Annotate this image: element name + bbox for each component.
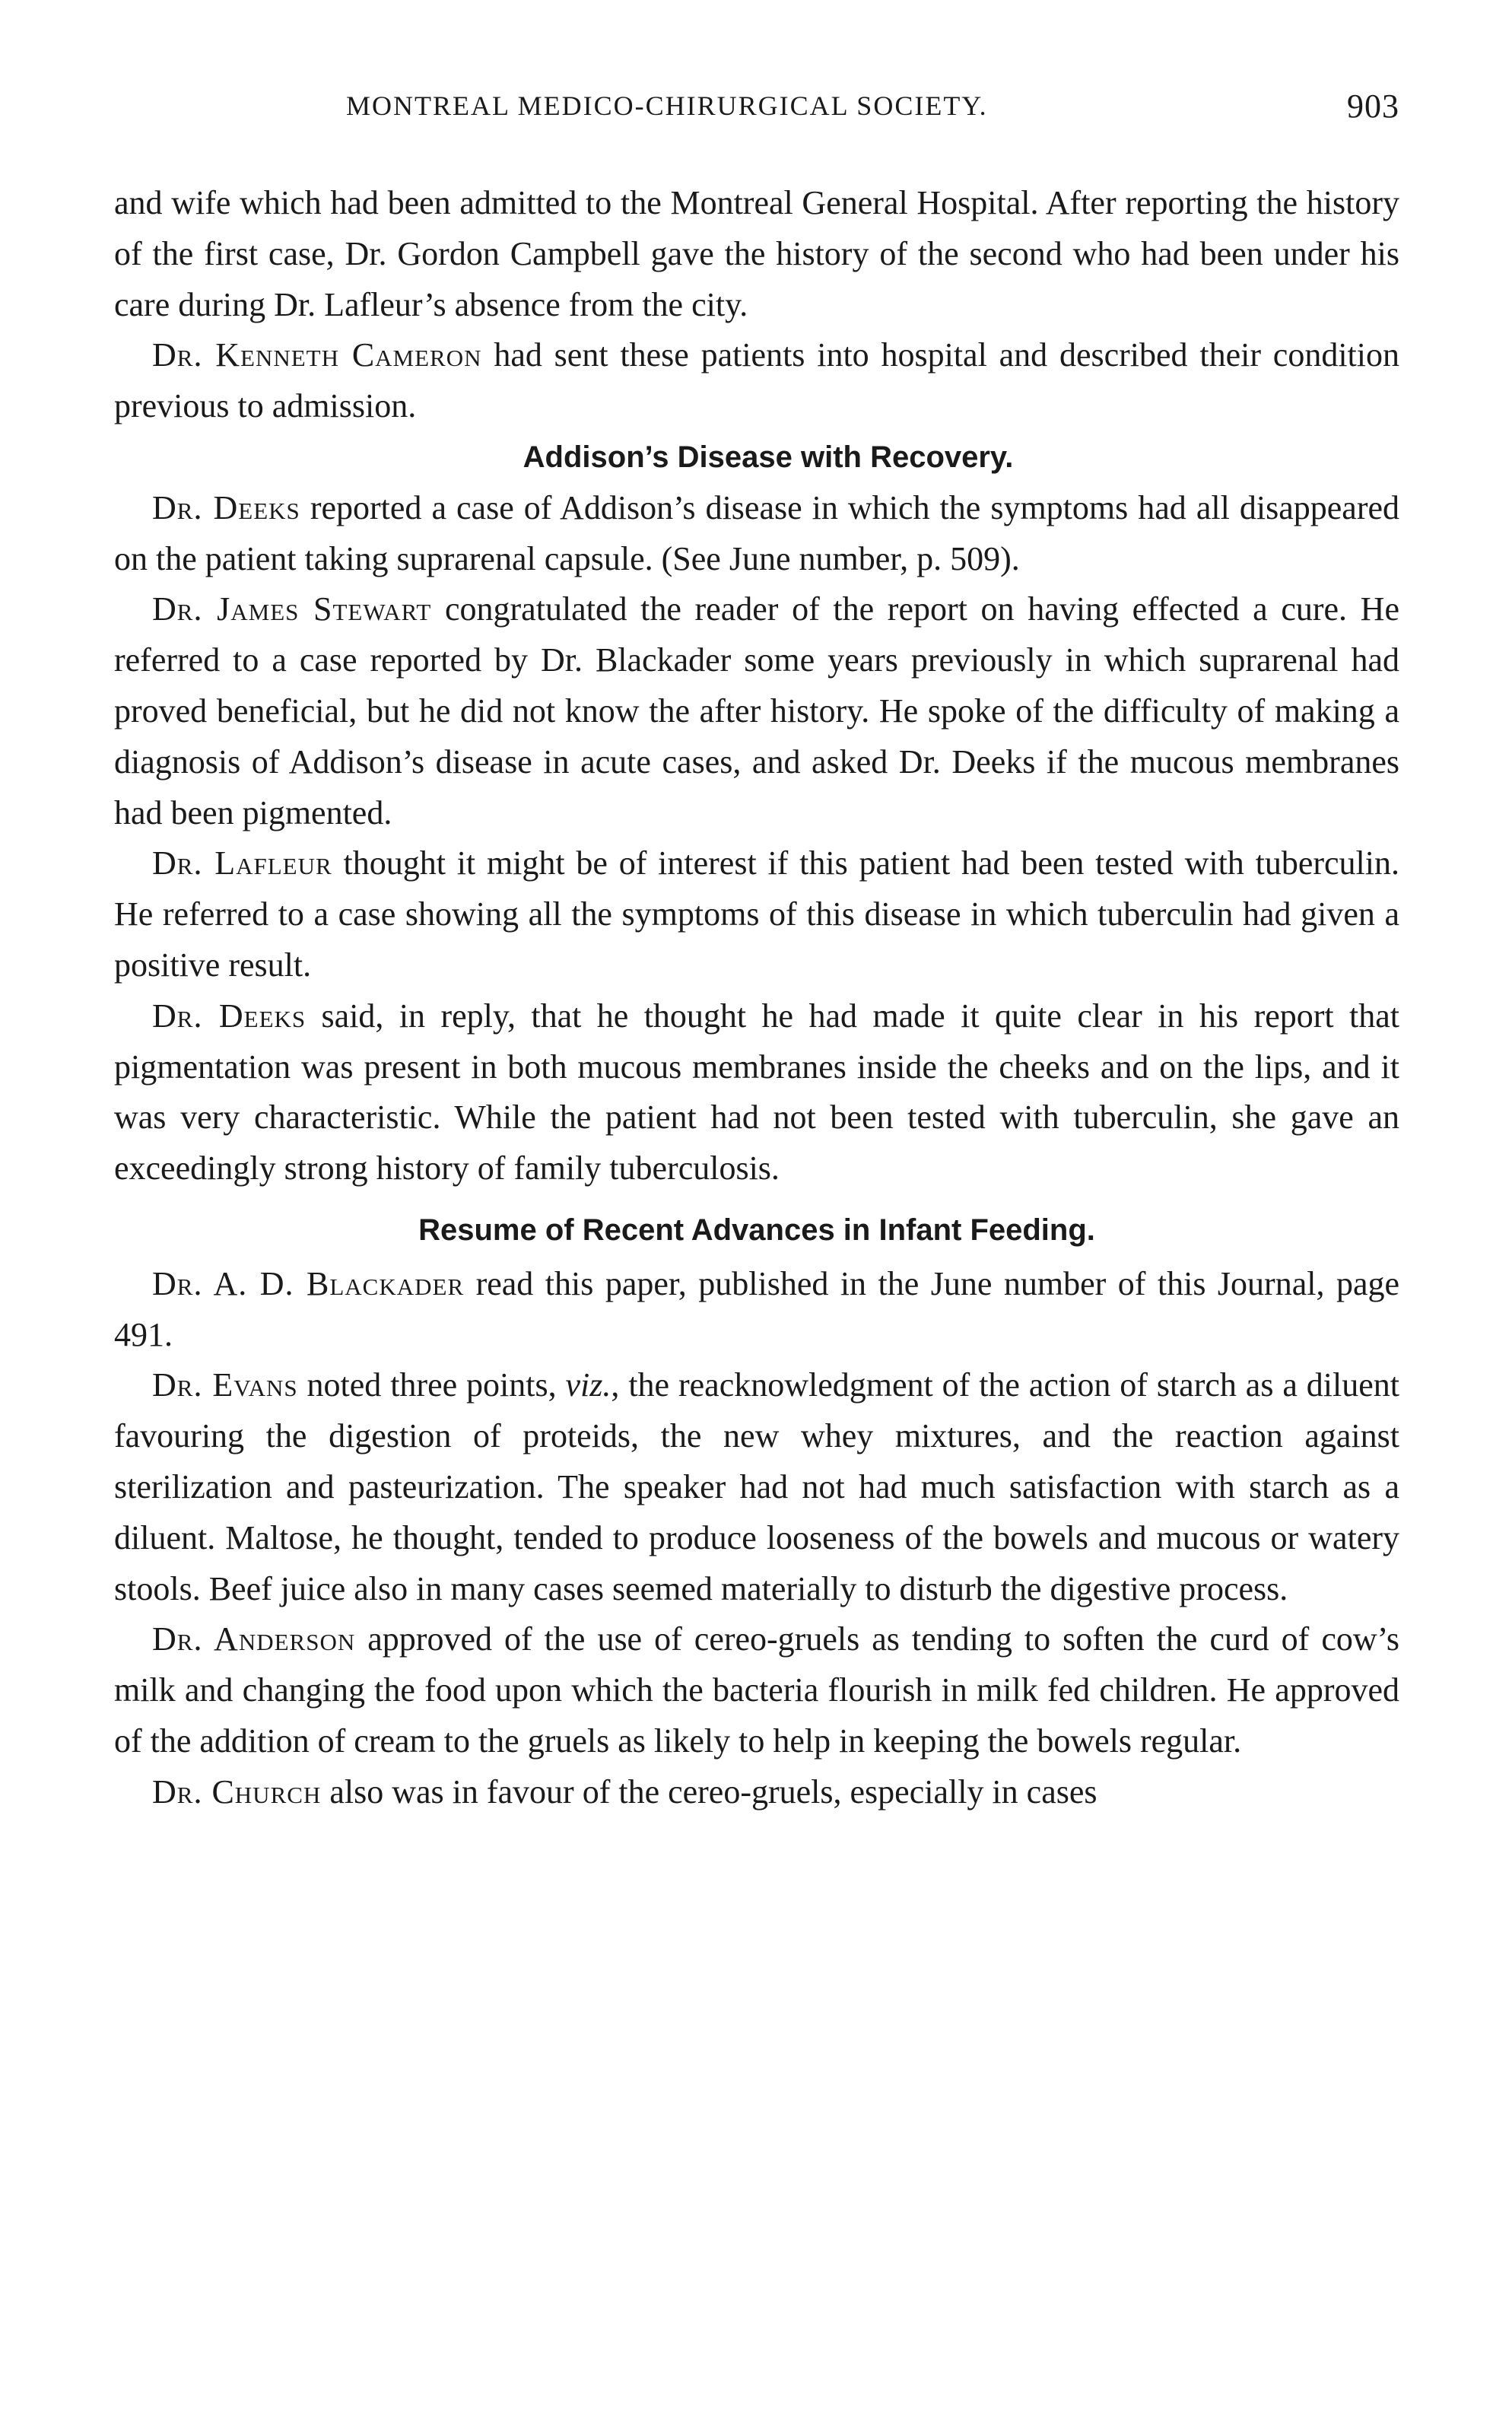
paragraph-deeks-reply — [114, 991, 1399, 1194]
paragraph-text: also was in favour of the cereo-gruels, especially in cases — [321, 1772, 1097, 1811]
section-heading-addisons: Addison’s Disease with Recovery. — [523, 440, 1014, 474]
speaker-name: Dr. Deeks — [152, 997, 307, 1035]
paragraph-deeks-report — [114, 483, 1399, 585]
paragraph-church — [114, 1767, 1399, 1818]
paragraph-text: said, in reply, that he thought he had made it quite clear in his report that pigmentation was present in both mucous membranes inside the cheeks and on the lips, and it was very characteristic. While the patient had not been tested with tuberculin, she gave an exceedingly strong history of family tuberculosis. — [114, 997, 1400, 1187]
paragraph-text: reported a case of Addison’s disease in which the symptoms had all disappeared on the patient taking suprarenal capsule. (See June number, p. 509). — [114, 488, 1399, 577]
journal-page — [114, 87, 1400, 1818]
speaker-name: Dr. Evans — [152, 1366, 298, 1404]
paragraph-text: , the reacknowledgment of the action of starch as a diluent favouring the digestion of proteids, the new whey mixtures, and the reaction against sterilization and pasteurization. The speaker had not had much satisfaction with starch as a diluent. Maltose, he thought, tended to produce looseness of the bowels and mucous or watery stools. Beef juice also in many cases seemed materially to disturb the digestive process. — [114, 1366, 1399, 1607]
speaker-name: Dr. Anderson — [152, 1620, 356, 1658]
speaker-name: Dr. A. D. Blackader — [152, 1264, 465, 1302]
paragraph-stewart — [114, 584, 1399, 838]
paragraph-text: read this paper, published in the June number of this Journal, page 491. — [114, 1264, 1399, 1353]
paragraph-cameron — [114, 330, 1399, 432]
body-text — [114, 178, 1399, 1818]
paragraph-blackader — [114, 1259, 1399, 1361]
paragraph-continued: and wife which had been admitted to the Montreal General Hospital. After reporting the history of the first case, Dr. Gordon Campbell gave the history of the second who had been under his care during Dr. Lafleur’s absence from the city. — [114, 184, 1399, 323]
paragraph-lafleur — [114, 838, 1399, 990]
speaker-name: Dr. Deeks — [152, 488, 300, 526]
section-heading-infant-feeding: Resume of Recent Advances in Infant Feeding. — [418, 1213, 1095, 1247]
viz-abbreviation: viz. — [565, 1366, 611, 1404]
paragraph-text: congratulated the reader of the report on having effected a cure. He referred to a case reported by Dr. Blackader some years previously in which suprarenal had proved beneficial, but he did not know the after history. He spoke of the difficulty of making a diagnosis of Addison’s disease in acute cases, and asked Dr. Deeks if the mucous membranes had been pigmented. — [114, 590, 1399, 831]
speaker-name: Dr. James Stewart — [152, 590, 432, 628]
paragraph-evans — [114, 1360, 1399, 1614]
running-title: MONTREAL MEDICO-CHIRURGICAL SOCIETY. — [346, 91, 988, 121]
paragraph-anderson — [114, 1614, 1399, 1766]
speaker-name: Dr. Kenneth Cameron — [152, 336, 482, 374]
paragraph-text: noted three points, — [297, 1366, 566, 1404]
paragraph-text: had sent these patients into hospital and described their condition previous to admission. — [114, 336, 1399, 425]
paragraph-text: approved of the use of cereo-gruels as tending to soften the curd of cow’s milk and changing the food upon which the bacteria flourish in milk fed children. He approved of the addition of cream to the gruels as likely to help in keeping the bowels regular. — [114, 1620, 1400, 1760]
speaker-name: Dr. Church — [152, 1772, 322, 1811]
running-head — [114, 87, 1399, 135]
paragraph-text: thought it might be of interest if this patient had been tested with tuberculin. He referred to a case showing all the symptoms of this disease in which tuberculin had given a positive result. — [114, 844, 1399, 984]
page-number: 903 — [1347, 87, 1399, 125]
speaker-name: Dr. Lafleur — [152, 844, 332, 882]
